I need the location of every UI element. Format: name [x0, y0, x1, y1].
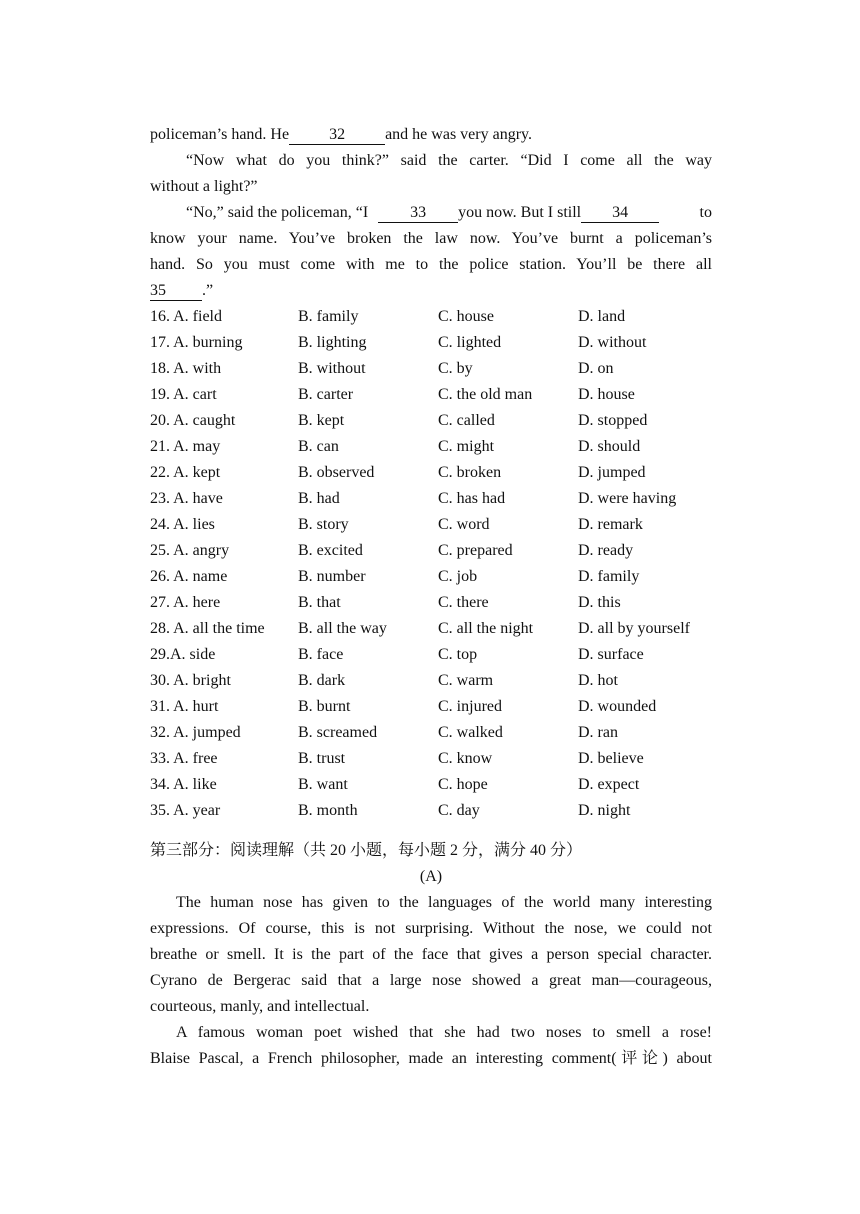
option-c: C. house — [438, 308, 494, 325]
passage-line — [150, 252, 712, 278]
option-d: D. believe — [578, 750, 644, 767]
passage-line — [150, 174, 712, 200]
option-d: D. were having — [578, 490, 677, 507]
option-d: D. remark — [578, 516, 643, 533]
question-row — [150, 642, 712, 668]
passage-line — [150, 200, 712, 226]
option-a: 26. A. name — [150, 568, 228, 585]
passage-text: and he was very angry. — [385, 126, 532, 143]
question-row — [150, 746, 712, 772]
blank-34: 34 — [581, 204, 659, 223]
option-b: B. want — [298, 776, 348, 793]
blank-33: 33 — [378, 204, 458, 223]
passage-text: know your name. You’ve broken the law now. You’ve burnt a policeman’s — [150, 230, 712, 247]
option-a: 20. A. caught — [150, 412, 236, 429]
question-row — [150, 564, 712, 590]
option-d: D. surface — [578, 646, 644, 663]
option-a: 25. A. angry — [150, 542, 230, 559]
option-b: B. carter — [298, 386, 354, 403]
option-a: 18. A. with — [150, 360, 222, 377]
question-row — [150, 382, 712, 408]
passage-text: without a light?” — [150, 178, 258, 195]
passage-line — [150, 122, 712, 148]
option-d: D. all by yourself — [578, 620, 690, 637]
question-row — [150, 512, 712, 538]
passage-line — [150, 226, 712, 252]
option-b: B. month — [298, 802, 358, 819]
option-c: C. injured — [438, 698, 502, 715]
option-b: B. burnt — [298, 698, 351, 715]
option-b: B. screamed — [298, 724, 378, 741]
option-c: C. broken — [438, 464, 502, 481]
reading-paragraph-1 — [150, 890, 712, 1020]
question-row — [150, 720, 712, 746]
option-b: B. story — [298, 516, 349, 533]
option-a: 22. A. kept — [150, 464, 221, 481]
option-a: 17. A. burning — [150, 334, 243, 351]
option-c: C. might — [438, 438, 495, 455]
option-d: D. night — [578, 802, 631, 819]
blank-35: 35 — [150, 282, 202, 301]
option-d: D. land — [578, 308, 626, 325]
option-c: C. warm — [438, 672, 494, 689]
option-d: D. stopped — [578, 412, 648, 429]
paragraph-line: expressions. Of course, this is not surprising. Without the nose, we could not — [150, 920, 712, 937]
option-b: B. can — [298, 438, 339, 455]
option-c: C. all the night — [438, 620, 534, 637]
option-a: 24. A. lies — [150, 516, 215, 533]
option-c: C. top — [438, 646, 478, 663]
option-a: 34. A. like — [150, 776, 217, 793]
option-c: C. word — [438, 516, 490, 533]
option-a: 29.A. side — [150, 646, 216, 663]
question-row — [150, 408, 712, 434]
option-b: B. had — [298, 490, 340, 507]
option-d: D. ran — [578, 724, 618, 741]
passage-text: .” — [202, 282, 214, 299]
reading-paragraph-2 — [150, 1020, 712, 1072]
question-row — [150, 694, 712, 720]
option-a: 31. A. hurt — [150, 698, 219, 715]
option-b: B. without — [298, 360, 366, 377]
option-d: D. should — [578, 438, 641, 455]
passage-line — [150, 148, 712, 174]
option-b: B. observed — [298, 464, 375, 481]
option-d: D. family — [578, 568, 640, 585]
option-c: C. walked — [438, 724, 503, 741]
option-a: 21. A. may — [150, 438, 221, 455]
option-a: 19. A. cart — [150, 386, 217, 403]
option-a: 23. A. have — [150, 490, 223, 507]
paragraph-line: Cyrano de Bergerac said that a large nose showed a great man—courageous, — [150, 972, 712, 989]
question-row — [150, 460, 712, 486]
option-d: D. ready — [578, 542, 634, 559]
option-a: 27. A. here — [150, 594, 221, 611]
option-d: D. jumped — [578, 464, 646, 481]
option-a: 32. A. jumped — [150, 724, 241, 741]
section-3 — [150, 838, 712, 1072]
option-a: 35. A. year — [150, 802, 221, 819]
question-row — [150, 356, 712, 382]
option-d: D. expect — [578, 776, 640, 793]
option-a: 16. A. field — [150, 308, 222, 325]
option-c: C. there — [438, 594, 489, 611]
question-row — [150, 434, 712, 460]
passage-text: “Now what do you think?” said the carter. “Did I come all the way — [186, 152, 712, 169]
option-c: C. know — [438, 750, 493, 767]
question-row — [150, 486, 712, 512]
option-b: B. face — [298, 646, 344, 663]
option-c: C. day — [438, 802, 480, 819]
paragraph-line: courteous, manly, and intellectual. — [150, 998, 370, 1015]
passage-text: you now. But I still — [458, 204, 582, 221]
option-b: B. trust — [298, 750, 346, 767]
paragraph-line: A famous woman poet wished that she had two noses to smell a rose! — [176, 1024, 712, 1041]
option-d: D. house — [578, 386, 635, 403]
paragraph-line: The human nose has given to the languages of the world many interesting — [176, 894, 712, 911]
option-b: B. that — [298, 594, 341, 611]
option-d: D. without — [578, 334, 647, 351]
paragraph-line: breathe or smell. It is the part of the face that gives a person special character. — [150, 946, 712, 963]
document-page — [150, 122, 712, 1072]
option-d: D. this — [578, 594, 621, 611]
option-c: C. has had — [438, 490, 506, 507]
option-c: C. lighted — [438, 334, 502, 351]
passage-text: hand. So you must come with me to the police station. You’ll be there all — [150, 256, 712, 273]
option-c: C. prepared — [438, 542, 513, 559]
option-c: C. called — [438, 412, 495, 429]
question-row — [150, 590, 712, 616]
option-b: B. lighting — [298, 334, 367, 351]
passage-label: (A) — [419, 868, 443, 885]
option-c: C. job — [438, 568, 478, 585]
option-c: C. the old man — [438, 386, 533, 403]
passage-text: to — [699, 204, 712, 221]
option-c: C. by — [438, 360, 473, 377]
option-d: D. wounded — [578, 698, 657, 715]
question-row — [150, 798, 712, 824]
paragraph-line: Blaise Pascal, a French philosopher, made an interesting comment(评论) about — [150, 1050, 712, 1067]
option-b: B. kept — [298, 412, 345, 429]
option-c: C. hope — [438, 776, 488, 793]
question-row — [150, 304, 712, 330]
question-list — [150, 304, 712, 824]
passage-text: policeman’s hand. He — [150, 126, 290, 143]
question-row — [150, 330, 712, 356]
section-heading: 第三部分：阅读理解（共 20 小题，每小题 2 分，满分 40 分） — [150, 842, 583, 859]
passage-line — [150, 278, 712, 304]
option-a: 33. A. free — [150, 750, 218, 767]
question-row — [150, 616, 712, 642]
option-b: B. number — [298, 568, 366, 585]
option-d: D. hot — [578, 672, 618, 689]
option-a: 28. A. all the time — [150, 620, 265, 637]
passage-text: “No,” said the policeman, “I — [186, 204, 369, 221]
option-b: B. excited — [298, 542, 363, 559]
option-b: B. family — [298, 308, 359, 325]
option-d: D. on — [578, 360, 614, 377]
question-row — [150, 772, 712, 798]
question-row — [150, 538, 712, 564]
question-row — [150, 668, 712, 694]
option-b: B. all the way — [298, 620, 387, 637]
blank-32: 32 — [289, 126, 385, 145]
option-b: B. dark — [298, 672, 346, 689]
option-a: 30. A. bright — [150, 672, 231, 689]
